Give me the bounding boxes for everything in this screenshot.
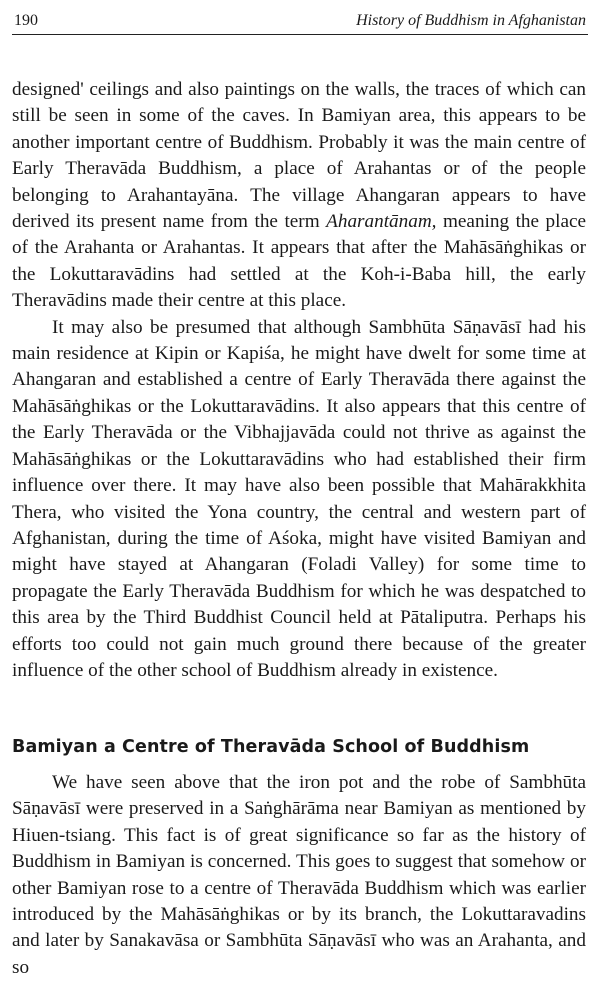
running-header bbox=[12, 10, 588, 35]
section-heading: Bamiyan a Centre of Theravāda School of Buddhism bbox=[12, 737, 530, 757]
paragraph-1-italic-term: Aharantānam, bbox=[326, 211, 437, 233]
section-paragraph-1: We have seen above that the iron pot and the robe of Sambhūta Sāṇavāsī were preserved in a Saṅghārāma near Bamiyan as mentioned by Hiuen-tsiang. This fact is of great significance so far as the history of Buddhism in Bamiyan is concerned. This goes to suggest that somehow or other Bamiyan rose to a centre of Theravāda Buddhism which was earlier introduced by the Mahāsāṅghikas or by its branch, the Lokuttaravadins and later by Sanakavāsa or Sambhūta Sāṇavāsī who was an Arahanta, and so bbox=[12, 772, 586, 978]
paragraph-2: It may also be presumed that although Sambhūta Sāṇavāsī had his main residence at Kipin or Kapiśa, he might have dwelt for some time at Ahangaran and established a centre of Early Theravāda there against the Mahāsāṅghikas or the Lokuttaravādins. It also appears that this centre of the Early Theravāda or the Vibhajjavāda could not thrive as against the Mahāsāṅghikas or the Lokuttaravādins who had established their firm influence over there. It may have also been possible that Mahārakkhita Thera, who visited the Yona country, the central and western part of Afghanistan, during the time of Aśoka, might have visited Bamiyan and might have stayed at Ahangaran (Foladi Valley) for some time to propagate the Early Theravāda Buddhism for which he was despatched to this area by the Third Buddhist Council held at Pātaliputra. Perhaps his efforts too could not gain much ground there because of the greater influence of the other school of Buddhism already in existence. bbox=[12, 316, 586, 681]
section-body bbox=[12, 770, 586, 981]
page-number: 190 bbox=[14, 12, 38, 29]
body-text bbox=[12, 77, 586, 684]
paragraph-1-text-b: meaning the place of the Arahanta or Arahantas. It appears that after the Mahāsāṅghikas or the Lokuttaravādins had settled at the Koh-i-Baba hill, the early Theravādins made their centre at this place. bbox=[12, 211, 586, 312]
running-title: History of Buddhism in Afghanistan bbox=[356, 12, 586, 29]
paragraph-1-text-a: designed' ceilings and also paintings on the walls, the traces of which can still be seen in some of the caves. In Bamiyan area, this appears to be another important centre of Buddhism. Probably it was the main centre of Early Theravāda Buddhism, a place of Arahantas or of the people belonging to Arahantayāna. The village Ahangaran appears to have derived its present name from the term bbox=[12, 79, 586, 233]
paragraph-1 bbox=[12, 77, 586, 315]
